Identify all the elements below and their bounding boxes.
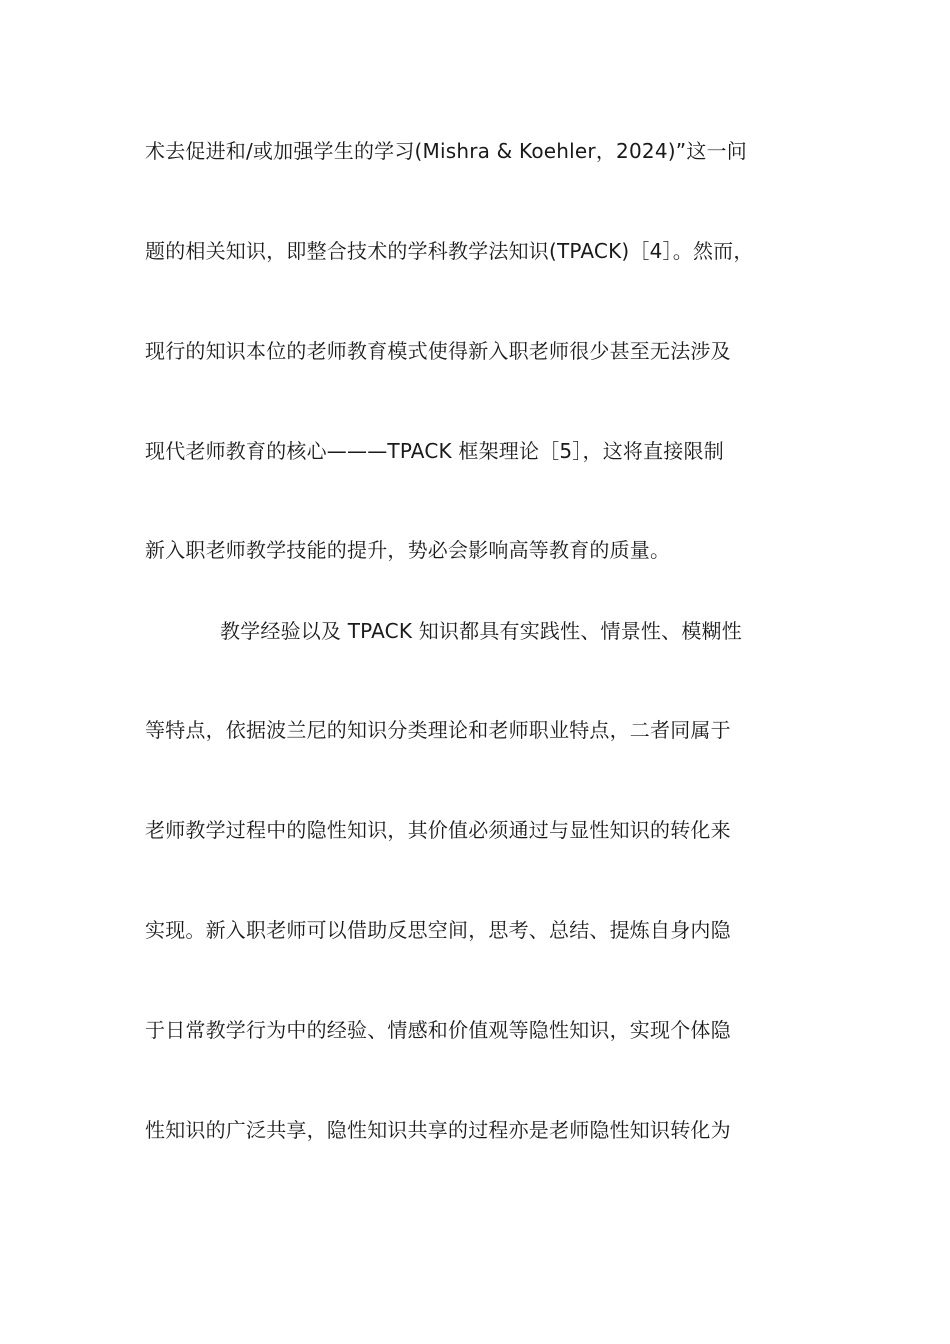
text-line-11: 性知识的广泛共享，隐性知识共享的过程亦是老师隐性知识转化为 xyxy=(145,1118,731,1142)
text-line-9: 实现。新入职老师可以借助反思空间，思考、总结、提炼自身内隐 xyxy=(145,918,731,942)
text-line-7: 等特点，依据波兰尼的知识分类理论和老师职业特点，二者同属于 xyxy=(145,718,731,742)
text-line-5: 新入职老师教学技能的提升，势必会影响高等教育的质量。 xyxy=(145,538,671,562)
paragraph-start-line: 教学经验以及 TPACK 知识都具有实践性、情景性、模糊性 xyxy=(220,619,742,643)
text-line-8: 老师教学过程中的隐性知识，其价值必须通过与显性知识的转化来 xyxy=(145,818,731,842)
text-line-10: 于日常教学行为中的经验、情感和价值观等隐性知识，实现个体隐 xyxy=(145,1018,731,1042)
text-line-4: 现代老师教育的核心———TPACK 框架理论［5］，这将直接限制 xyxy=(145,439,724,463)
text-line-2: 题的相关知识，即整合技术的学科教学法知识(TPACK)［4］。然而， xyxy=(145,239,754,263)
text-line-3: 现行的知识本位的老师教育模式使得新入职老师很少甚至无法涉及 xyxy=(145,339,731,363)
text-line-1: 术去促进和/或加强学生的学习(Mishra & Koehler，2024)”这一问 xyxy=(145,139,747,163)
